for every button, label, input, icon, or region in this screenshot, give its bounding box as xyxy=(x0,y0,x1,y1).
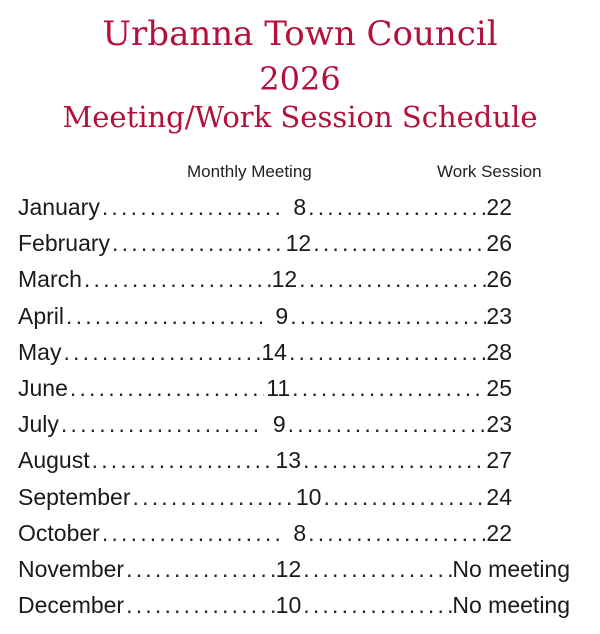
dot-leader xyxy=(100,192,280,222)
dot-leader xyxy=(301,590,452,620)
dot-leader xyxy=(288,301,486,331)
month-label: May xyxy=(18,338,62,365)
dot-leader xyxy=(306,192,486,222)
month-label: October xyxy=(18,519,100,546)
month-label: November xyxy=(18,556,125,582)
meeting-date: 12 xyxy=(271,266,298,293)
dot-leader xyxy=(297,264,486,294)
month-label: August xyxy=(18,447,90,474)
month-label: September xyxy=(18,483,131,510)
schedule-row xyxy=(18,192,512,222)
month-label: June xyxy=(18,375,68,401)
meeting-date: 12 xyxy=(275,556,302,582)
dot-leader xyxy=(82,264,271,294)
meeting-date: 9 xyxy=(272,411,286,438)
dot-leader xyxy=(286,409,487,439)
schedule-row xyxy=(18,409,512,439)
dot-leader xyxy=(131,482,296,512)
work-session-date: 22 xyxy=(486,194,513,220)
meeting-date: 14 xyxy=(261,338,287,365)
dot-leader xyxy=(59,409,260,439)
work-session-date: 28 xyxy=(486,338,513,365)
meeting-date: 8 xyxy=(293,519,307,546)
month-label: March xyxy=(18,266,82,293)
work-session-date: 23 xyxy=(486,302,513,329)
dot-leader xyxy=(64,301,262,331)
dot-leader xyxy=(321,482,486,512)
dot-leader xyxy=(90,445,275,475)
dot-leader xyxy=(311,228,486,258)
meeting-date: 12 xyxy=(285,230,312,257)
work-session-date: 24 xyxy=(486,483,513,510)
schedule-year: 2026 xyxy=(259,60,341,98)
meeting-date: 10 xyxy=(295,483,322,510)
schedule-row xyxy=(18,228,512,258)
work-session-date: No meeting xyxy=(452,556,571,582)
schedule-row xyxy=(18,482,512,512)
dot-leader xyxy=(306,518,486,548)
schedule-row xyxy=(18,373,512,403)
month-label: December xyxy=(18,592,125,619)
work-session-date: 26 xyxy=(486,230,513,257)
dot-leader xyxy=(301,445,486,475)
schedule-row xyxy=(18,554,570,584)
dot-leader xyxy=(61,337,260,367)
month-label: July xyxy=(18,411,59,438)
work-session-date: 27 xyxy=(486,447,513,474)
schedule-row xyxy=(18,337,512,367)
dot-leader xyxy=(301,554,452,584)
dot-leader xyxy=(100,518,280,548)
dot-leader xyxy=(124,590,275,620)
work-session-date: 23 xyxy=(486,411,512,438)
meeting-date: 9 xyxy=(275,302,289,329)
meeting-date: 11 xyxy=(266,375,291,401)
meeting-date: 8 xyxy=(293,194,307,220)
column-header-monthly-meeting: Monthly Meeting xyxy=(187,162,312,181)
schedule-row xyxy=(18,590,570,620)
month-label: April xyxy=(18,302,65,329)
month-label: January xyxy=(18,194,100,220)
work-session-date: No meeting xyxy=(452,592,571,619)
meeting-date: 13 xyxy=(275,447,302,474)
dot-leader xyxy=(290,373,486,403)
schedule-row xyxy=(18,518,512,548)
meeting-date: 10 xyxy=(275,592,302,619)
dot-leader xyxy=(68,373,264,403)
dot-leader xyxy=(124,554,275,584)
dot-leader xyxy=(287,337,486,367)
work-session-date: 25 xyxy=(486,375,512,401)
dot-leader xyxy=(110,228,285,258)
column-header-work-session: Work Session xyxy=(437,162,542,181)
work-session-date: 22 xyxy=(486,519,513,546)
month-label: February xyxy=(18,230,111,257)
schedule-row xyxy=(18,301,512,331)
page-subtitle: Meeting/Work Session Schedule xyxy=(62,100,538,134)
page-title: Urbanna Town Council xyxy=(102,14,498,54)
schedule-row xyxy=(18,264,512,294)
schedule-row xyxy=(18,445,512,475)
work-session-date: 26 xyxy=(486,266,512,293)
